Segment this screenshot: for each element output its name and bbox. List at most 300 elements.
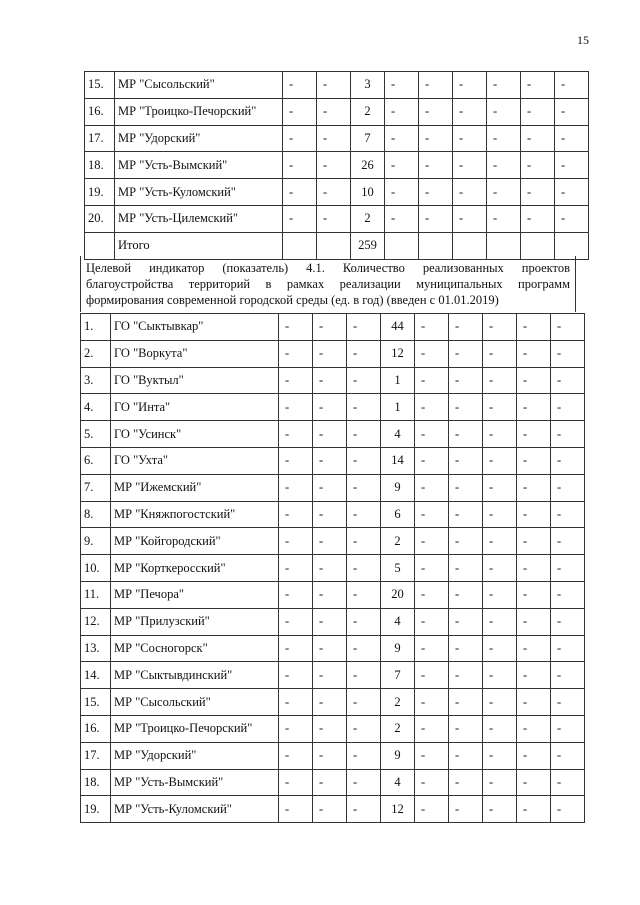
municipality-name: МР "Сосногорск" xyxy=(111,635,279,662)
value-cell: - xyxy=(517,314,551,341)
value-cell: - xyxy=(517,608,551,635)
value-cell: - xyxy=(313,608,347,635)
municipality-name: ГО "Ухта" xyxy=(111,447,279,474)
value-cell: - xyxy=(449,769,483,796)
value-cell: - xyxy=(279,314,313,341)
table-row xyxy=(81,769,585,796)
value-cell: - xyxy=(521,205,555,232)
value-cell: - xyxy=(347,715,381,742)
municipality-name: МР "Троицко-Печорский" xyxy=(111,715,279,742)
value-cell: - xyxy=(517,635,551,662)
value-cell: - xyxy=(415,662,449,689)
value-cell: 259 xyxy=(351,232,385,259)
value-cell: - xyxy=(347,689,381,716)
value-cell: - xyxy=(551,394,585,421)
value-cell: - xyxy=(279,635,313,662)
municipality-name: ГО "Усинск" xyxy=(111,421,279,448)
value-cell: - xyxy=(517,474,551,501)
value-cell: - xyxy=(279,689,313,716)
value-cell: 12 xyxy=(381,796,415,823)
value-cell: - xyxy=(449,314,483,341)
value-cell: 4 xyxy=(381,769,415,796)
value-cell: - xyxy=(317,179,351,206)
value-cell: - xyxy=(453,125,487,152)
value-cell: - xyxy=(415,394,449,421)
municipality-name: МР "Койгородский" xyxy=(111,528,279,555)
table-row xyxy=(81,447,585,474)
value-cell: 5 xyxy=(381,555,415,582)
value-cell: - xyxy=(449,796,483,823)
value-cell: - xyxy=(415,796,449,823)
table-row xyxy=(81,314,585,341)
value-cell: - xyxy=(517,447,551,474)
value-cell: - xyxy=(483,447,517,474)
value-cell: - xyxy=(483,394,517,421)
table-row xyxy=(81,608,585,635)
value-cell: - xyxy=(551,635,585,662)
value-cell: - xyxy=(279,528,313,555)
value-cell: - xyxy=(313,340,347,367)
value-cell: - xyxy=(449,555,483,582)
value-cell: - xyxy=(483,769,517,796)
value-cell: - xyxy=(419,125,453,152)
table-row xyxy=(81,474,585,501)
value-cell: - xyxy=(483,528,517,555)
value-cell: - xyxy=(279,581,313,608)
indicator-table-4-1 xyxy=(80,313,585,823)
value-cell: - xyxy=(313,421,347,448)
value-cell: - xyxy=(313,314,347,341)
table-row xyxy=(81,501,585,528)
value-cell: - xyxy=(551,367,585,394)
value-cell: - xyxy=(347,501,381,528)
value-cell: - xyxy=(313,689,347,716)
row-number: 17. xyxy=(85,125,115,152)
municipality-name: МР "Прилузский" xyxy=(111,608,279,635)
table-row xyxy=(81,555,585,582)
value-cell: - xyxy=(551,715,585,742)
row-number: 7. xyxy=(81,474,111,501)
municipality-name: МР "Сысольский" xyxy=(111,689,279,716)
target-indicator-caption: Целевой индикатор (показатель) 4.1. Количество реализованных проектов благоустройства территорий в рамках реализации муниципальных программ формирования современной городской среды (ед. в год) (введен с 01.01.2019) xyxy=(80,256,576,312)
value-cell: - xyxy=(347,528,381,555)
row-number: 4. xyxy=(81,394,111,421)
value-cell: - xyxy=(347,662,381,689)
value-cell: 9 xyxy=(381,635,415,662)
value-cell: - xyxy=(415,689,449,716)
value-cell: - xyxy=(521,72,555,99)
value-cell: - xyxy=(551,474,585,501)
row-number: 19. xyxy=(85,179,115,206)
row-number: 1. xyxy=(81,314,111,341)
table-row xyxy=(81,715,585,742)
municipality-name: МР "Троицко-Печорский" xyxy=(115,98,283,125)
value-cell: - xyxy=(551,608,585,635)
row-number: 2. xyxy=(81,340,111,367)
value-cell: - xyxy=(487,72,521,99)
value-cell: - xyxy=(385,179,419,206)
value-cell: - xyxy=(419,72,453,99)
value-cell: - xyxy=(551,447,585,474)
value-cell: - xyxy=(279,421,313,448)
value-cell: - xyxy=(279,662,313,689)
value-cell: - xyxy=(313,394,347,421)
value-cell: 10 xyxy=(351,179,385,206)
value-cell: - xyxy=(551,314,585,341)
value-cell: - xyxy=(551,581,585,608)
value-cell: - xyxy=(347,742,381,769)
value-cell: - xyxy=(555,98,589,125)
row-number: 8. xyxy=(81,501,111,528)
value-cell: 4 xyxy=(381,421,415,448)
value-cell: 26 xyxy=(351,152,385,179)
municipality-name: Итого xyxy=(115,232,283,259)
value-cell: - xyxy=(279,742,313,769)
value-cell: - xyxy=(415,528,449,555)
value-cell: - xyxy=(517,528,551,555)
value-cell: - xyxy=(483,796,517,823)
value-cell: - xyxy=(415,742,449,769)
value-cell: - xyxy=(483,608,517,635)
value-cell: - xyxy=(419,205,453,232)
value-cell: - xyxy=(313,769,347,796)
value-cell: - xyxy=(279,555,313,582)
value-cell: - xyxy=(551,501,585,528)
value-cell: - xyxy=(283,72,317,99)
value-cell: - xyxy=(313,367,347,394)
row-number: 19. xyxy=(81,796,111,823)
row-number: 14. xyxy=(81,662,111,689)
row-number: 11. xyxy=(81,581,111,608)
value-cell: - xyxy=(347,796,381,823)
value-cell: - xyxy=(517,501,551,528)
value-cell: - xyxy=(483,555,517,582)
value-cell: - xyxy=(483,689,517,716)
value-cell: - xyxy=(415,635,449,662)
row-number: 20. xyxy=(85,205,115,232)
municipality-name: МР "Корткеросский" xyxy=(111,555,279,582)
value-cell: - xyxy=(279,394,313,421)
page-number: 15 xyxy=(577,33,589,47)
value-cell: - xyxy=(449,367,483,394)
municipality-name: МР "Удорский" xyxy=(115,125,283,152)
value-cell: - xyxy=(415,421,449,448)
row-number: 16. xyxy=(85,98,115,125)
value-cell: - xyxy=(453,179,487,206)
value-cell: - xyxy=(279,447,313,474)
value-cell: - xyxy=(279,501,313,528)
municipality-name: МР "Сыктывдинский" xyxy=(111,662,279,689)
row-number: 6. xyxy=(81,447,111,474)
value-cell: - xyxy=(283,205,317,232)
value-cell: - xyxy=(449,421,483,448)
value-cell: - xyxy=(551,340,585,367)
value-cell: - xyxy=(313,742,347,769)
value-cell: - xyxy=(313,796,347,823)
value-cell: - xyxy=(517,394,551,421)
value-cell: 2 xyxy=(381,528,415,555)
municipality-name: ГО "Вуктыл" xyxy=(111,367,279,394)
value-cell: - xyxy=(279,608,313,635)
value-cell: 44 xyxy=(381,314,415,341)
value-cell: - xyxy=(283,179,317,206)
value-cell: 2 xyxy=(381,715,415,742)
value-cell: - xyxy=(449,340,483,367)
value-cell: - xyxy=(283,125,317,152)
value-cell: - xyxy=(449,715,483,742)
value-cell: - xyxy=(347,555,381,582)
value-cell: - xyxy=(449,528,483,555)
value-cell: - xyxy=(483,367,517,394)
value-cell: - xyxy=(279,474,313,501)
value-cell: - xyxy=(483,742,517,769)
value-cell: - xyxy=(415,474,449,501)
row-number: 18. xyxy=(85,152,115,179)
value-cell: - xyxy=(517,689,551,716)
value-cell: - xyxy=(551,742,585,769)
table-row xyxy=(81,340,585,367)
value-cell: - xyxy=(283,152,317,179)
value-cell: - xyxy=(317,152,351,179)
value-cell: - xyxy=(415,715,449,742)
value-cell: - xyxy=(415,581,449,608)
value-cell: - xyxy=(453,152,487,179)
value-cell: - xyxy=(449,447,483,474)
value-cell: - xyxy=(313,447,347,474)
table-row xyxy=(85,205,589,232)
table-row xyxy=(85,179,589,206)
value-cell: - xyxy=(517,769,551,796)
table-row xyxy=(85,72,589,99)
value-cell: - xyxy=(279,715,313,742)
value-cell: - xyxy=(487,98,521,125)
row-number: 16. xyxy=(81,715,111,742)
table-row xyxy=(81,662,585,689)
value-cell: - xyxy=(385,125,419,152)
value-cell: - xyxy=(449,581,483,608)
value-cell: - xyxy=(517,742,551,769)
value-cell: - xyxy=(415,769,449,796)
value-cell: - xyxy=(483,421,517,448)
table-row xyxy=(81,528,585,555)
value-cell: - xyxy=(551,528,585,555)
value-cell: - xyxy=(347,447,381,474)
value-cell: - xyxy=(555,125,589,152)
row-number: 10. xyxy=(81,555,111,582)
value-cell: 6 xyxy=(381,501,415,528)
municipality-name: ГО "Инта" xyxy=(111,394,279,421)
value-cell: 4 xyxy=(381,608,415,635)
value-cell: - xyxy=(347,367,381,394)
value-cell: 7 xyxy=(351,125,385,152)
value-cell: - xyxy=(517,555,551,582)
value-cell: - xyxy=(347,608,381,635)
value-cell: - xyxy=(415,447,449,474)
value-cell: - xyxy=(453,72,487,99)
value-cell: - xyxy=(385,72,419,99)
value-cell: - xyxy=(453,98,487,125)
value-cell: - xyxy=(385,205,419,232)
value-cell: - xyxy=(487,205,521,232)
row-number: 17. xyxy=(81,742,111,769)
value-cell: - xyxy=(555,72,589,99)
value-cell: 7 xyxy=(381,662,415,689)
value-cell: - xyxy=(517,340,551,367)
value-cell: - xyxy=(517,796,551,823)
table-row xyxy=(81,421,585,448)
value-cell: - xyxy=(517,715,551,742)
municipality-name: МР "Усть-Куломский" xyxy=(111,796,279,823)
value-cell: 3 xyxy=(351,72,385,99)
value-cell: - xyxy=(483,635,517,662)
table-row xyxy=(81,581,585,608)
value-cell: - xyxy=(551,689,585,716)
table-row xyxy=(81,367,585,394)
row-number: 18. xyxy=(81,769,111,796)
value-cell: - xyxy=(521,125,555,152)
value-cell: - xyxy=(283,98,317,125)
value-cell: - xyxy=(551,421,585,448)
value-cell: - xyxy=(483,474,517,501)
value-cell: - xyxy=(313,662,347,689)
value-cell: - xyxy=(317,72,351,99)
value-cell: - xyxy=(555,205,589,232)
row-number: 15. xyxy=(81,689,111,716)
value-cell: - xyxy=(313,581,347,608)
row-number: 12. xyxy=(81,608,111,635)
municipality-name: МР "Усть-Куломский" xyxy=(115,179,283,206)
value-cell: - xyxy=(347,581,381,608)
municipality-name: МР "Ижемский" xyxy=(111,474,279,501)
value-cell: 9 xyxy=(381,742,415,769)
value-cell: - xyxy=(551,769,585,796)
value-cell: 9 xyxy=(381,474,415,501)
value-cell: - xyxy=(419,98,453,125)
value-cell: 2 xyxy=(351,205,385,232)
value-cell: - xyxy=(449,635,483,662)
value-cell: - xyxy=(385,152,419,179)
value-cell: - xyxy=(347,340,381,367)
municipality-name: МР "Усть-Цилемский" xyxy=(115,205,283,232)
value-cell: - xyxy=(415,367,449,394)
value-cell: - xyxy=(347,769,381,796)
value-cell: - xyxy=(483,501,517,528)
value-cell: - xyxy=(487,125,521,152)
value-cell: - xyxy=(453,205,487,232)
row-number: 3. xyxy=(81,367,111,394)
value-cell: - xyxy=(517,367,551,394)
table-row xyxy=(81,742,585,769)
value-cell: - xyxy=(449,501,483,528)
value-cell: - xyxy=(487,179,521,206)
value-cell: - xyxy=(279,796,313,823)
value-cell: - xyxy=(317,98,351,125)
value-cell: - xyxy=(521,98,555,125)
value-cell: - xyxy=(555,179,589,206)
value-cell: - xyxy=(313,555,347,582)
value-cell: 20 xyxy=(381,581,415,608)
value-cell: - xyxy=(483,581,517,608)
value-cell: - xyxy=(279,769,313,796)
table-row xyxy=(81,394,585,421)
value-cell: - xyxy=(449,474,483,501)
value-cell: 14 xyxy=(381,447,415,474)
value-cell: - xyxy=(551,796,585,823)
value-cell: - xyxy=(555,152,589,179)
value-cell: 2 xyxy=(381,689,415,716)
value-cell: - xyxy=(521,179,555,206)
row-number: 13. xyxy=(81,635,111,662)
table-row xyxy=(85,98,589,125)
value-cell: - xyxy=(483,340,517,367)
value-cell: 1 xyxy=(381,367,415,394)
table-row xyxy=(81,796,585,823)
row-number: 15. xyxy=(85,72,115,99)
value-cell: - xyxy=(313,474,347,501)
indicator-table-top xyxy=(84,71,589,260)
value-cell: 2 xyxy=(351,98,385,125)
value-cell: - xyxy=(449,394,483,421)
value-cell: - xyxy=(415,340,449,367)
value-cell: - xyxy=(347,635,381,662)
value-cell: 12 xyxy=(381,340,415,367)
value-cell: - xyxy=(313,528,347,555)
table-row xyxy=(81,689,585,716)
value-cell: - xyxy=(347,421,381,448)
municipality-name: МР "Печора" xyxy=(111,581,279,608)
municipality-name: ГО "Сыктывкар" xyxy=(111,314,279,341)
value-cell: - xyxy=(551,662,585,689)
value-cell: - xyxy=(483,715,517,742)
row-number: 9. xyxy=(81,528,111,555)
value-cell: - xyxy=(419,152,453,179)
value-cell: - xyxy=(415,501,449,528)
municipality-name: МР "Усть-Вымский" xyxy=(115,152,283,179)
value-cell: - xyxy=(385,98,419,125)
value-cell: 1 xyxy=(381,394,415,421)
value-cell: - xyxy=(551,555,585,582)
value-cell: - xyxy=(449,608,483,635)
value-cell: - xyxy=(317,125,351,152)
value-cell: - xyxy=(449,742,483,769)
value-cell: - xyxy=(483,662,517,689)
municipality-name: МР "Сысольский" xyxy=(115,72,283,99)
value-cell: - xyxy=(279,367,313,394)
table-row xyxy=(81,635,585,662)
municipality-name: МР "Удорский" xyxy=(111,742,279,769)
value-cell: - xyxy=(517,581,551,608)
value-cell: - xyxy=(415,314,449,341)
value-cell: - xyxy=(415,608,449,635)
value-cell: - xyxy=(317,205,351,232)
value-cell: - xyxy=(487,152,521,179)
value-cell: - xyxy=(313,635,347,662)
value-cell: - xyxy=(449,689,483,716)
value-cell: - xyxy=(517,662,551,689)
value-cell: - xyxy=(347,314,381,341)
table-row xyxy=(85,152,589,179)
value-cell: - xyxy=(483,314,517,341)
value-cell: - xyxy=(347,474,381,501)
table-row xyxy=(85,125,589,152)
value-cell: - xyxy=(313,501,347,528)
municipality-name: МР "Усть-Вымский" xyxy=(111,769,279,796)
value-cell: - xyxy=(419,179,453,206)
value-cell: - xyxy=(521,152,555,179)
value-cell: - xyxy=(347,394,381,421)
value-cell: - xyxy=(449,662,483,689)
value-cell: - xyxy=(517,421,551,448)
